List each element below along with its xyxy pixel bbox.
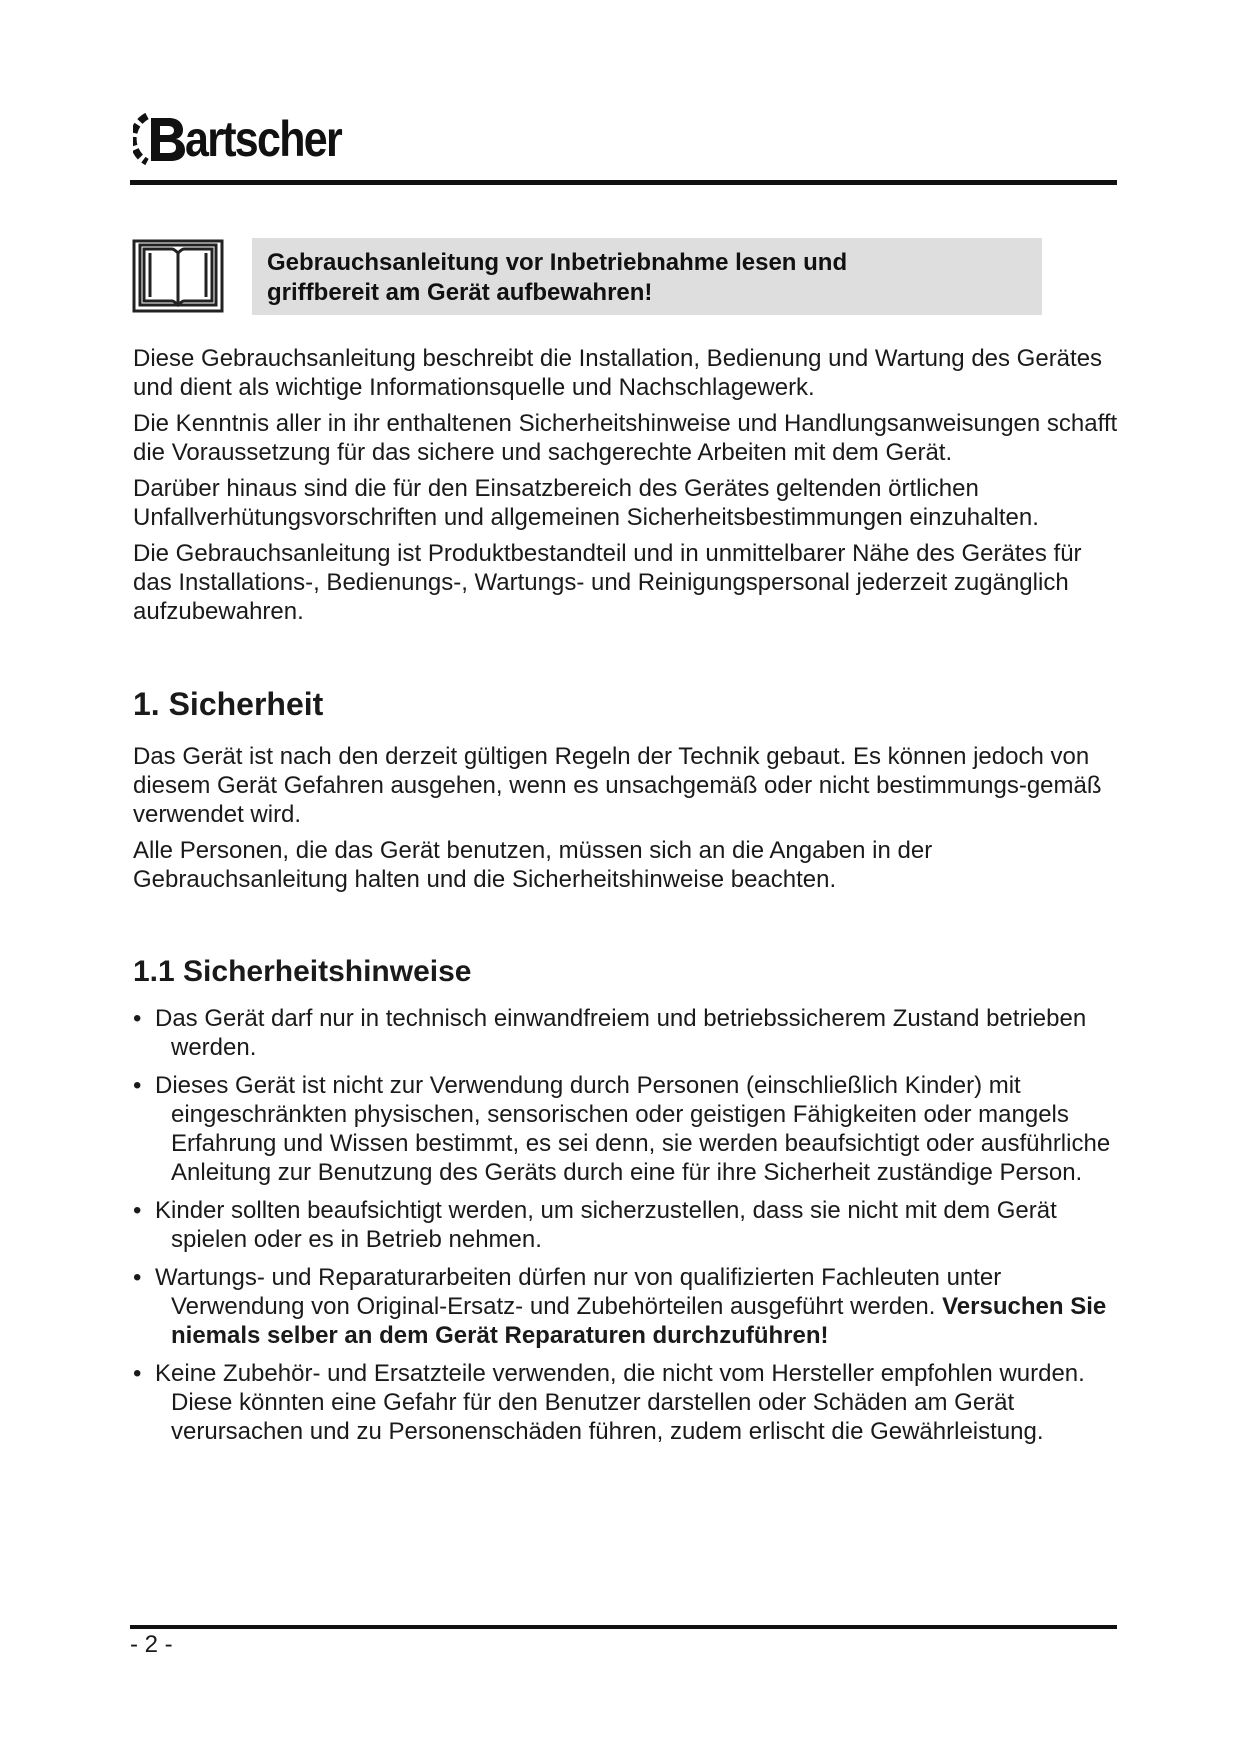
main-content — [133, 344, 1123, 1455]
list-item-text: Kinder sollten beaufsichtigt werden, um sicherzustellen, dass sie nicht mit dem Gerät spielen oder es in Betrieb nehmen. — [155, 1197, 1057, 1253]
list-item-text: Dieses Gerät ist nicht zur Verwendung durch Personen (einschließlich Kinder) mit eingeschränkten physischen, sensorischen oder geistigen Fähigkeiten oder mangels Erfahrung und Wissen bestimmt, es sei denn, sie werden beaufsichtigt oder ausführliche Anleitung zur Benutzung des Geräts durch eine für ihre Sicherheit zuständige Person. — [155, 1072, 1111, 1186]
footer-rule — [130, 1625, 1117, 1629]
safety-paragraph: Alle Personen, die das Gerät benutzen, müssen sich an die Angaben in der Gebrauchsanleitung halten und die Sicherheitshinweise beachten. — [133, 837, 933, 893]
brand-logo — [133, 100, 366, 178]
notice-line-1: Gebrauchsanleitung vor Inbetriebnahme lesen und — [267, 249, 848, 276]
safety-notes-list — [133, 1004, 1123, 1446]
intro-paragraph: Darüber hinaus sind die für den Einsatzbereich des Gerätes geltenden örtlichen Unfallverhütungsvorschriften und allgemeinen Sicherheitsbestimmungen einzuhalten. — [133, 475, 1039, 531]
list-item-text: Das Gerät darf nur in technisch einwandfreiem und betriebssicherem Zustand betrieben werden. — [155, 1005, 1087, 1061]
list-item-warning: Versuchen Sie niemals selber an dem Gerät Reparaturen durchzuführen! — [171, 1293, 1107, 1349]
list-item — [133, 1004, 1123, 1062]
book-icon — [132, 239, 224, 313]
list-item-text: Wartungs- und Reparaturarbeiten dürfen nur von qualifizierten Fachleuten unter Verwendung von Original-Ersatz- und Zubehörteilen ausgeführt werden. — [155, 1264, 1002, 1320]
notice-line-2: griffbereit am Gerät aufbewahren! — [267, 279, 653, 306]
section-heading-safety: 1. Sicherheit — [133, 686, 324, 722]
list-item-text: Keine Zubehör- und Ersatzteile verwenden, die nicht vom Hersteller empfohlen wurden. Diese könnten eine Gefahr für den Benutzer darstellen oder Schäden am Gerät verursachen und zu Personenschäden führen, zudem erlischt die Gewährleistung. — [155, 1360, 1085, 1445]
list-item — [133, 1263, 1123, 1350]
list-item — [133, 1196, 1123, 1254]
subsection-heading-safety-notes: 1.1 Sicherheitshinweise — [133, 955, 472, 988]
bartscher-logo-mark-icon — [133, 108, 191, 170]
list-item — [133, 1071, 1123, 1187]
header-rule — [130, 180, 1117, 185]
intro-paragraph: Diese Gebrauchsanleitung beschreibt die Installation, Bedienung und Wartung des Gerätes und dient als wichtige Informationsquelle und Nachschlagewerk. — [133, 345, 1103, 401]
logo-wordmark: artscher — [185, 111, 341, 167]
list-item — [133, 1359, 1123, 1446]
safety-paragraph: Das Gerät ist nach den derzeit gültigen Regeln der Technik gebaut. Es können jedoch von diesem Gerät Gefahren ausgehen, wenn es unsachgemäß oder nicht bestimmungs-gemäß verwendet wird. — [133, 743, 1102, 828]
intro-paragraph: Die Kenntnis aller in ihr enthaltenen Sicherheitshinweise und Handlungsanweisungen schafft die Voraussetzung für das sichere und sachgerechte Arbeiten mit dem Gerät. — [133, 410, 1118, 466]
notice-box — [252, 238, 1042, 315]
intro-paragraph: Die Gebrauchsanleitung ist Produktbestandteil und in unmittelbarer Nähe des Gerätes für das Installations-, Bedienungs-, Wartungs- und Reinigungspersonal jederzeit zugänglich aufzubewahren. — [133, 540, 1082, 625]
page-number: - 2 - — [130, 1631, 173, 1658]
